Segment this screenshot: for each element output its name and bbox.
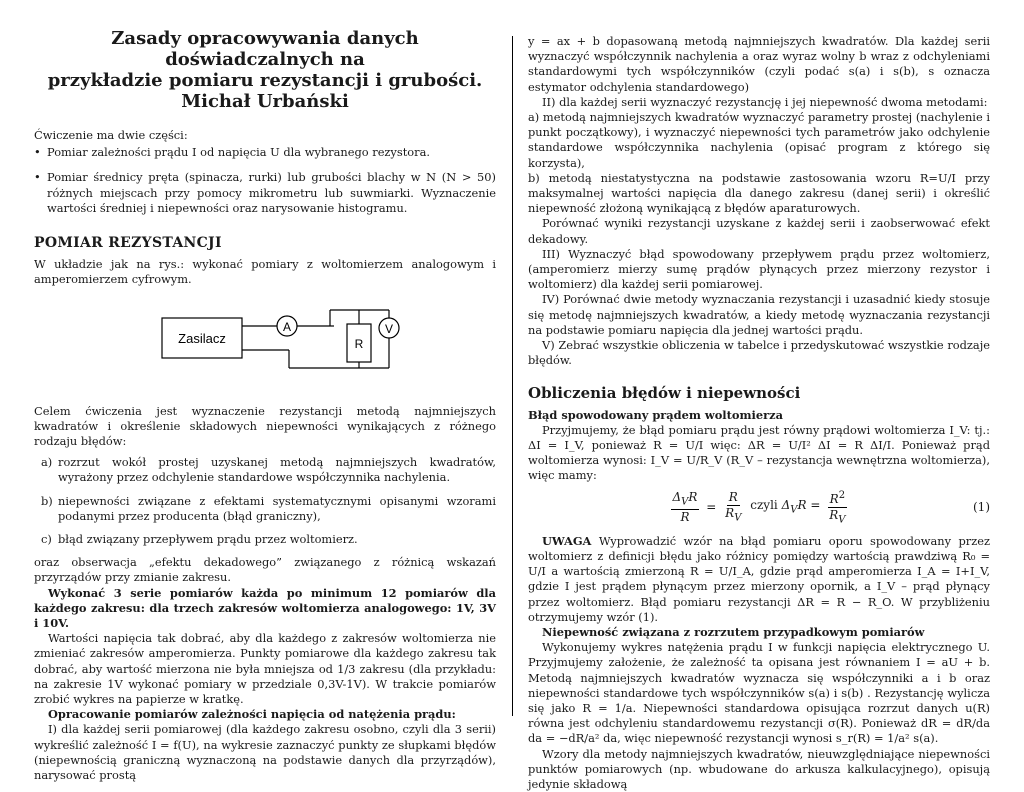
title-line-1: Zasady opracowywania danych doświadczalnych na bbox=[111, 28, 419, 70]
step-2: II) dla każdej serii wyznaczyć rezystancję i jej niepewność dwoma metodami: bbox=[542, 94, 988, 109]
note-text: Wyprowadzić wzór na błąd pomiaru oporu spowodowany przez woltomierz z definicji błędu jako różnicy pomiędzy wartością prawdziwą R₀ = U/I a wartością zmierzoną R = U/I_A, gdzie prąd amperomierza I_A = I+I_V, gdzie I jest prądem płynącym przez mierzony opornik, a I_V – prąd płynący przez woltomierz. Błąd pomiaru rezystancji ΔR = R − R_O. W przybliżeniu otrzymujemy wzór (1). bbox=[528, 533, 990, 624]
analysis-heading: Opracowanie pomiarów zależności napięcia od natężenia prądu: bbox=[48, 707, 456, 722]
left-column bbox=[34, 28, 496, 783]
eq-word: czyli bbox=[750, 497, 778, 512]
note-paragraph bbox=[528, 534, 990, 625]
voltmeter-label: V bbox=[384, 321, 394, 336]
eq-frac-2: $\frac{R}{R_V}$ bbox=[725, 489, 742, 524]
supply-label: Zasilacz bbox=[178, 330, 226, 346]
eq-number: (1) bbox=[973, 500, 990, 515]
error-list bbox=[34, 455, 496, 547]
right-column bbox=[528, 34, 990, 792]
task-text: Wykonać 3 serie pomiarów każda po minimum 12 pomiarów dla każdego zakresu: dla trzech zakresów woltomierza analogowego: 1V, 3V i 10V. bbox=[34, 585, 496, 631]
author-name: Michał Urbański bbox=[181, 91, 349, 112]
circuit-diagram bbox=[34, 298, 496, 396]
column-divider bbox=[512, 36, 513, 716]
observation-text: oraz obserwacja „efektu dekadowego” związanego z różnicą wskazań przyrządów przy zmianie zakresu. bbox=[34, 555, 496, 585]
voltmeter-error-text: Przyjmujemy, że błąd pomiaru prądu jest równy prądowi woltomierza I_V: tj.: ΔI = I_V, ponieważ R = U/I więc: ΔR = U/I² ΔI = R ΔI/I. Ponieważ prąd woltomierza wynosi: I_V = U/R_V (R_V – rezystancja wewnętrzna woltomierza), więc mamy: bbox=[528, 422, 990, 483]
intro-text: Ćwiczenie ma dwie części: bbox=[34, 128, 188, 142]
subheading-voltmeter-error: Błąd spowodowany prądem woltomierza bbox=[528, 407, 783, 422]
parts-list bbox=[34, 145, 496, 216]
error-item-a: a) rozrzut wokół prostej uzyskanej metodą najmniejszych kwadratów, wyrażony przez odchylenie standardowe współczynnika nachylenia. bbox=[41, 455, 496, 485]
random-error-text: Wykonujemy wykres natężenia prądu I w funkcji napięcia elektrycznego U. Przyjmujemy założenie, że zależność ta opisana jest równaniem I = aU + b. Metodą najmniejszych kwadratów wyznacza się współczynniki a i b oraz niepewności standardowe tych współczynników s(a) i s(b) . Rezystancję wylicza się jako R = 1/a. Niepewności standardowa opisująca rozrzut danych u(R) równa jest odchyleniu standardowemu rezystancji σ(R). Ponieważ dR = dR/da da = −dR/a² da, więc niepewność rezystancji wynosi s_r(R) = 1/a² s(a). bbox=[528, 640, 990, 746]
aim-text: Celem ćwiczenia jest wyznaczenie rezystancji metodą najmniejszych kwadratów i określenie składowych niepewności wynikających z różnego rodzaju błędów: bbox=[34, 403, 496, 449]
section-heading-resistance: POMIAR REZYSTANCJI bbox=[34, 235, 222, 252]
step-4: IV) Porównać dwie metody wyznaczania rezystancji i uzasadnić kiedy stosuje się metodę najmniejszych kwadratów, a kiedy metodę wyznaczania rezystancji na podstawie pomiaru napięcia dla jednej wartości prądu. bbox=[528, 292, 990, 337]
resistor-label: R bbox=[354, 336, 364, 351]
step-2b: b) metodą niestatystyczna na podstawie zastosowania wzoru R=U/I przy maksymalnej wartości napięcia dla danego zakresu (danej serii) i określić niepewność złożoną wynikającą z błędów aparaturowych. bbox=[528, 170, 990, 216]
step-3: III) Wyznaczyć błąd spowodowany przepływem prądu przez woltomierz, (amperomierz mierzy sumę prądów płynących przez mierzony rezystor i woltomierz) dla każdej serii pomiarowej. bbox=[528, 246, 990, 292]
subheading-random-error: Niepewność związana z rozrzutem przypadkowym pomiarów bbox=[542, 624, 925, 639]
step-5: V) Zebrać wszystkie obliczenia w tabelce i przedyskutować wszystkie rodzaje błędów. bbox=[528, 338, 990, 368]
compare-text: Porównać wyniki rezystancji uzyskane z każdej serii i zaobserwować efekt dekadowy. bbox=[528, 216, 990, 246]
section-heading-errors: Obliczenia błędów i niepewności bbox=[528, 384, 801, 403]
step-2a: a) metodą najmniejszych kwadratów wyznaczyć parametry prostej (nachylenie i punkt początkowy), i wyznaczyć niepewności tych parametrów jako odchylenie standardowe współczynnika nachylenia (opisać program z którego się korzysta), bbox=[528, 110, 990, 170]
eq-frac-1: $\frac{\Delta_VR}{R}$ bbox=[672, 489, 698, 525]
setup-text: W układzie jak na rys.: wykonać pomiary z woltomierzem analogowym i amperomierzem cyfrowym. bbox=[34, 257, 496, 287]
part-item-1: • Pomiar zależności prądu I od napięcia U dla wybranego rezystora. bbox=[34, 145, 496, 160]
ammeter-label: A bbox=[282, 319, 292, 334]
fit-continuation: y = ax + b dopasowaną metodą najmniejszych kwadratów. Dla każdej serii wyznaczyć współczynnik nachylenia a oraz wyraz wolny b wraz z odchyleniami standardowymi tych współczynników (czyli podać s(a) i s(b), s oznacza estymator odchylenia standardowego) bbox=[528, 34, 990, 94]
document-title bbox=[34, 28, 496, 112]
circuit-svg bbox=[34, 298, 496, 396]
voltage-note: Wartości napięcia tak dobrać, aby dla każdego z zakresów woltomierza nie zmieniać zakresów amperomierza. Punkty pomiarowe dla każdego zakresu tak dobrać, aby wartość mierzona nie była mniejsza od 1/3 zakresu (dla przykładu: na zakresie 1V wykonać pomiary w przedziale 0,3V-1V). W trakcie pomiarów zrobić wykres na papierze w kratkę. bbox=[34, 631, 496, 707]
title-line-2: przykładzie pomiaru rezystancji i grubości. bbox=[47, 70, 483, 91]
eq-frac-3: $\frac{R^2}{R_V}$ bbox=[829, 490, 846, 526]
error-item-b: b) niepewności związane z efektami systematycznymi opisanymi wzorami podanymi przez producenta (błąd graniczny), bbox=[41, 493, 496, 523]
note-head: UWAGA bbox=[542, 533, 592, 548]
last-text: Wzory dla metody najmniejszych kwadratów, nieuwzględniające niepewności punktów pomiarowych (np. wbudowane do arkusza kalkulacyjnego), opisują jedynie składową bbox=[528, 746, 990, 791]
error-item-c: c) błąd związany przepływem prądu przez woltomierz. bbox=[41, 532, 358, 547]
part-item-2: • Pomiar średnicy pręta (spinacza, rurki) lub grubości blachy w N (N > 50) różnych miejscach przy pomocy mikrometru lub suwmiarki. Wyznaczenie wartości średniej i niepewności oraz narysowanie histogramu. bbox=[34, 170, 496, 216]
analysis-text: I) dla każdej serii pomiarowej (dla każdego zakresu osobno, czyli dla 3 serii) wykreślić zależność I = f(U), na wykresie zaznaczyć punkty ze słupkami błędów (niepewnością graniczną wyznaczoną na podstawie danych dla przyrządów), narysować prostą bbox=[34, 722, 496, 783]
equation-1: $\frac{\Delta_VR}{R}$ = $\frac{R}{R_V}$ czyli $\Delta_VR$ = $\frac{R^2}{R_V}$ (1) bbox=[672, 489, 990, 526]
